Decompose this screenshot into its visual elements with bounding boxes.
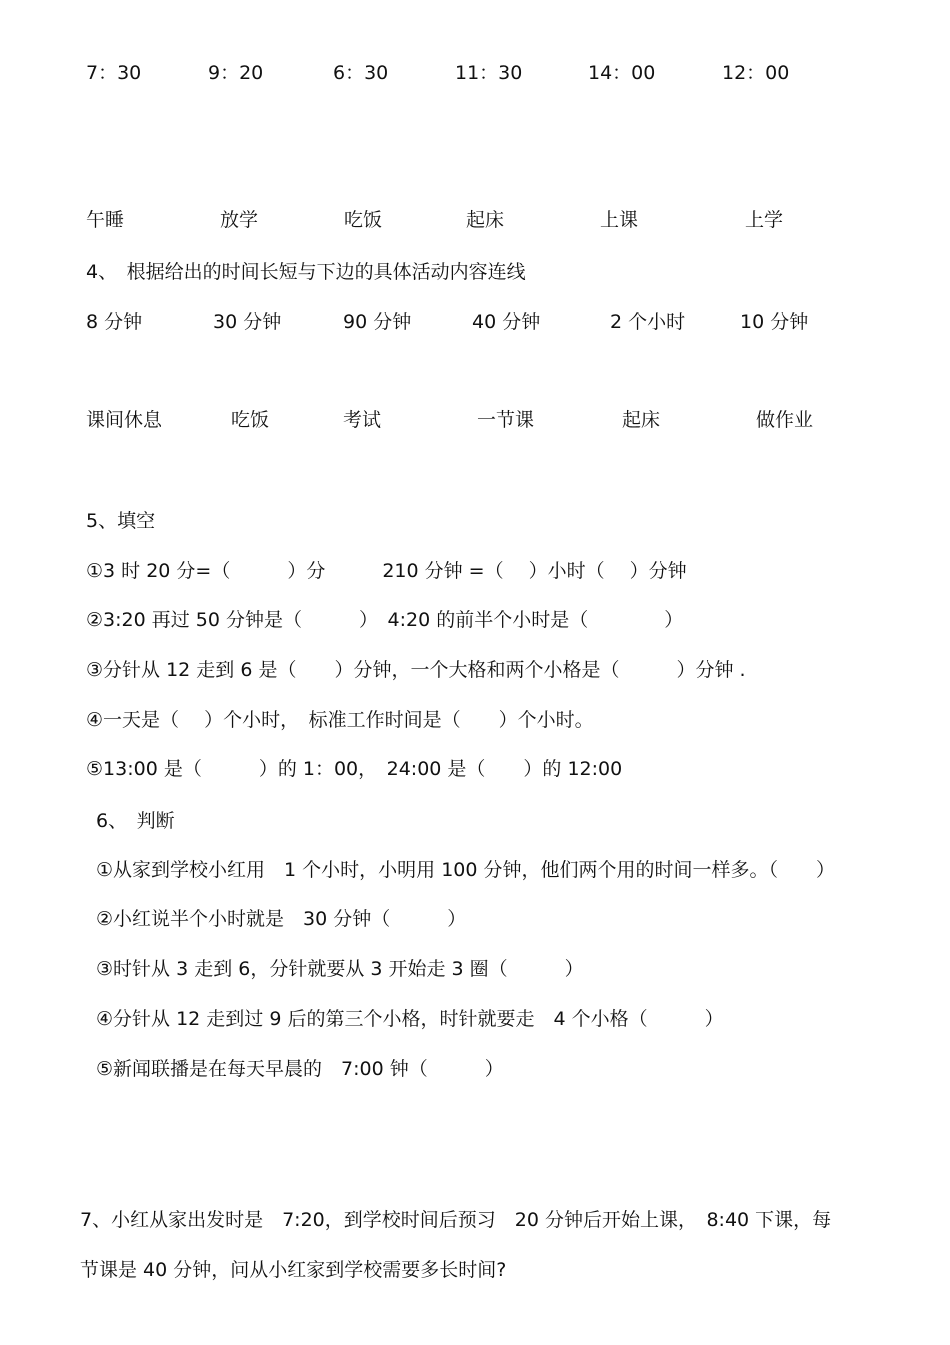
- fill-blank-item-4: ④一天是（ ）个小时， 标准工作时间是（ ）个小时。: [86, 709, 594, 731]
- activity-label-6: 上学: [745, 209, 784, 231]
- section-6-title: 6、 判断: [96, 810, 175, 832]
- match-activity-label-1: 课间休息: [86, 409, 163, 431]
- activity-label-1: 午睡: [86, 209, 125, 231]
- duration-label-4: 40 分钟: [472, 311, 541, 333]
- fill-blank-item-3: ③分针从 12 走到 6 是（ ）分钟，一个大格和两个小格是（ ）分钟 .: [86, 659, 746, 681]
- duration-label-3: 90 分钟: [343, 311, 412, 333]
- time-label-3: 6：30: [333, 62, 389, 84]
- time-label-4: 11：30: [455, 62, 523, 84]
- judgment-item-2: ②小红说半个小时就是 30 分钟（ ）: [96, 908, 467, 930]
- time-label-5: 14：00: [588, 62, 656, 84]
- match-activity-label-4: 一节课: [477, 409, 535, 431]
- fill-blank-item-2: ②3:20 再过 50 分钟是（ ） 4:20 的前半个小时是（ ）: [86, 609, 684, 631]
- fill-blank-item-1: ①3 时 20 分=（ ）分 210 分钟 =（ ）小时（ ）分钟: [86, 560, 687, 582]
- match-activity-label-6: 做作业: [756, 409, 814, 431]
- judgment-item-3: ③时针从 3 走到 6，分针就要从 3 开始走 3 圈（ ）: [96, 958, 584, 980]
- fill-blank-item-5: ⑤13:00 是（ ）的 1：00， 24:00 是（ ）的 12:00: [86, 758, 623, 780]
- time-label-2: 9：20: [208, 62, 264, 84]
- match-activity-label-2: 吃饭: [231, 409, 270, 431]
- judgment-item-5: ⑤新闻联播是在每天早晨的 7:00 钟（ ）: [96, 1058, 504, 1080]
- time-label-1: 7：30: [86, 62, 142, 84]
- word-problem-line-1: 7、小红从家出发时是 7:20，到学校时间后预习 20 分钟后开始上课， 8:40 下课，每: [80, 1209, 832, 1231]
- judgment-item-4: ④分针从 12 走到过 9 后的第三个小格，时针就要走 4 个小格（ ）: [96, 1008, 724, 1030]
- activity-label-3: 吃饭: [344, 209, 383, 231]
- activity-label-4: 起床: [466, 209, 505, 231]
- duration-label-6: 10 分钟: [740, 311, 809, 333]
- time-label-6: 12：00: [722, 62, 790, 84]
- duration-label-1: 8 分钟: [86, 311, 143, 333]
- duration-label-2: 30 分钟: [213, 311, 282, 333]
- section-4-title: 4、 根据给出的时间长短与下边的具体活动内容连线: [86, 261, 526, 283]
- word-problem-line-2: 节课是 40 分钟，问从小红家到学校需要多长时间?: [80, 1259, 507, 1281]
- activity-label-2: 放学: [220, 209, 259, 231]
- match-activity-label-3: 考试: [343, 409, 382, 431]
- judgment-item-1: ①从家到学校小红用 1 个小时，小明用 100 分钟，他们两个用的时间一样多。（ ）: [96, 859, 836, 881]
- section-5-title: 5、填空: [86, 510, 156, 532]
- duration-label-5: 2 个小时: [610, 311, 686, 333]
- activity-label-5: 上课: [600, 209, 639, 231]
- match-activity-label-5: 起床: [622, 409, 661, 431]
